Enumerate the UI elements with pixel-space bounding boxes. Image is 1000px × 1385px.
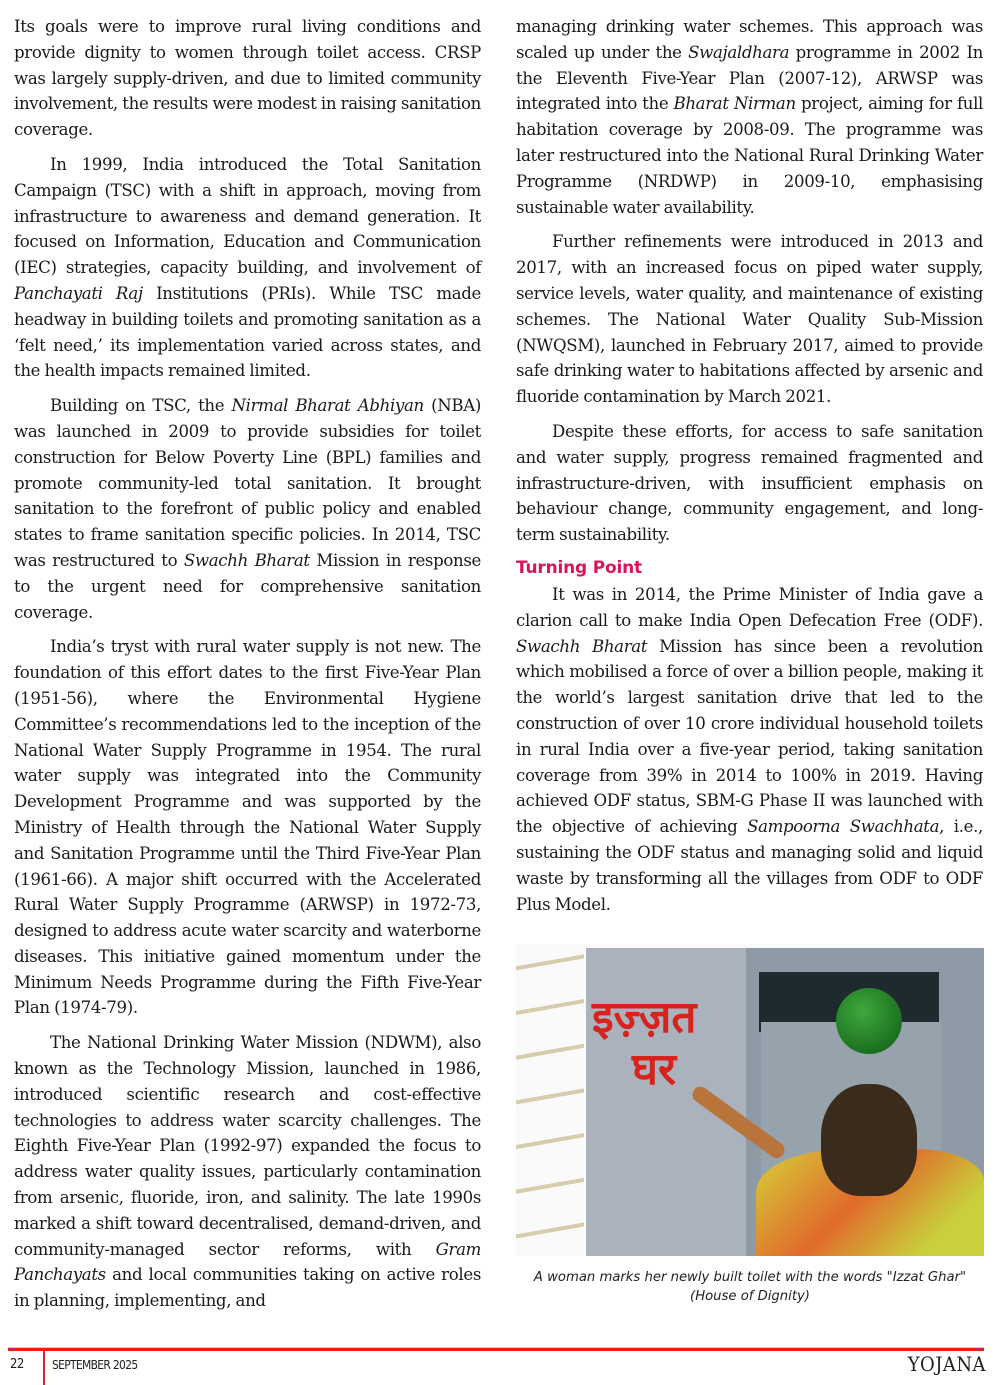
photo-izzat-ghar <box>516 944 984 1256</box>
text-run: managing drinking water schemes. This approach was scaled up under the <box>516 17 983 62</box>
body-paragraph <box>14 634 481 1021</box>
text-run: Mission has since been a revolution which mobilised a force of over a billion people, making it the world’s largest sanitation drive that led to the construction of over 10 crore individual household toilets in rural India over a five-year period, taking sanitation coverage from 39% in 2014 to 100% in 2019. Having achieved ODF status, SBM-G Phase II was launched with the objective of achieving <box>516 636 983 837</box>
body-paragraph <box>14 152 481 384</box>
magazine-name: YOJANA <box>907 1352 986 1376</box>
italic-term: Sampoorna Swachhata <box>747 817 940 837</box>
text-run: programme in 2002 In the Eleventh Five-Year Plan (2007-12), ARWSP was integrated into the <box>516 42 983 114</box>
footer-divider <box>43 1349 45 1385</box>
italic-term: Swajaldhara <box>688 42 790 62</box>
italic-term: Swachh Bharat <box>516 636 648 656</box>
text-run: It was in 2014, the Prime Minister of India gave a clarion call to make India Open Defecation Free (ODF). <box>516 584 983 630</box>
text-run: India’s tryst with rural water supply is not new. The foundation of this effort dates to the first Five-Year Plan (1951-56), where the Environmental Hygiene Committee’s recommendations led to the inception of the National Water Supply Programme in 1954. The rural water supply was integrated into the Community Development Programme and was supported by the Ministry of Health through the National Water Supply and Sanitation Programme until the Third Five-Year Plan (1961-66). A major shift occurred with the Accelerated Rural Water Supply Programme (ARWSP) in 1972-73, designed to address acute water scarcity and waterborne diseases. This initiative gained momentum under the Minimum Needs Programme during the Fifth Five-Year Plan (1974-79). <box>14 637 481 1018</box>
text-run: and local communities taking on active roles in planning, implementing, and <box>14 1265 481 1311</box>
section-heading-turning-point: Turning Point <box>516 557 642 578</box>
photo-figure <box>516 944 984 1306</box>
text-run: Its goals were to improve rural living conditions and provide dignity to women through toilet access. CRSP was largely supply-driven, and due to limited community involvement, the results were modest in raising sanitation coverage. <box>14 17 481 140</box>
text-run: , i.e., sustaining the ODF status and managing solid and liquid waste by transforming all the villages from ODF to ODF Plus Model. <box>516 817 983 914</box>
body-paragraph <box>14 14 481 143</box>
text-run: Mission in response to the urgent need for comprehensive sanitation coverage. <box>14 550 481 622</box>
italic-term: Panchayati Raj <box>14 283 143 303</box>
text-run: Institutions (PRIs). While TSC made headway in building toilets and promoting sanitation as a ‘felt need,’ its implementation varied across states, and the health impacts remained limited. <box>14 283 481 381</box>
issue-date: SEPTEMBER 2025 <box>52 1357 138 1372</box>
italic-term: Bharat Nirman <box>673 94 796 114</box>
text-run: project, aiming for full habitation coverage by 2008-09. The programme was later restructured into the National Rural Drinking Water Programme (NRDWP) in 2009-10, emphasising sustainable water availability. <box>516 94 983 217</box>
body-paragraph <box>516 582 983 917</box>
brick-wall <box>516 944 584 1256</box>
text-run: Despite these efforts, for access to safe sanitation and water supply, progress remained fragmented and infrastructure-driven, with insufficient emphasis on behaviour change, community engagement, and long-term sustainability. <box>516 421 983 545</box>
footer-rule <box>8 1347 984 1351</box>
text-run: Further refinements were introduced in 2013 and 2017, with an increased focus on piped water supply, service levels, water quality, and maintenance of existing schemes. The National Water Quality Sub-Mission (NWQSM), launched in February 2017, aimed to provide safe drinking water to habitations affected by arsenic and fluoride contamination by March 2021. <box>516 232 983 407</box>
body-paragraph <box>516 14 983 220</box>
body-paragraph <box>516 229 983 410</box>
green-pot <box>836 988 902 1054</box>
wall-text-ghar: घर <box>632 1044 676 1095</box>
text-run: In 1999, India introduced the Total Sanitation Campaign (TSC) with a shift in approach, moving from infrastructure to awareness and demand generation. It focused on Information, Education and Communication (IEC) strategies, capacity building, and involvement of <box>14 154 481 278</box>
painted-wall-text <box>592 992 697 1096</box>
text-run: Building on TSC, the <box>50 396 232 416</box>
photo-caption: A woman marks her newly built toilet with the words "Izzat Ghar" (House of Dignity) <box>533 1270 967 1304</box>
italic-term: Nirmal Bharat Abhiyan <box>231 396 424 416</box>
text-run: (NBA) was launched in 2009 to provide subsidies for toilet construction for Below Poverty Line (BPL) families and promote community-led total sanitation. It brought sanitation to the forefront of public policy and enabled states to frame sanitation specific policies. In 2014, TSC was restructured to <box>14 396 481 570</box>
right-column <box>516 14 983 926</box>
text-run: The National Drinking Water Mission (NDWM), also known as the Technology Mission, launched in 1986, introduced scientific research and cost-effective technologies to address water scarcity challenges. The Eighth Five-Year Plan (1992-97) expanded the focus to address water quality issues, particularly contamination from arsenic, fluoride, iron, and salinity. The late 1990s marked a shift toward decentralised, demand-driven, and community-managed sector reforms, with <box>14 1033 481 1259</box>
italic-term: Swachh Bharat <box>183 550 310 570</box>
woman-head <box>821 1084 917 1196</box>
body-paragraph <box>14 393 481 625</box>
page-number: 22 <box>10 1357 24 1372</box>
body-paragraph <box>516 419 983 548</box>
right-column-intro <box>516 14 983 548</box>
body-paragraph <box>14 1030 481 1314</box>
left-column <box>14 14 481 1323</box>
italic-term: Gram Panchayats <box>14 1239 481 1285</box>
right-column-turning-point-body <box>516 582 983 917</box>
wall-text-izzat: इज़्ज़त <box>592 992 697 1043</box>
